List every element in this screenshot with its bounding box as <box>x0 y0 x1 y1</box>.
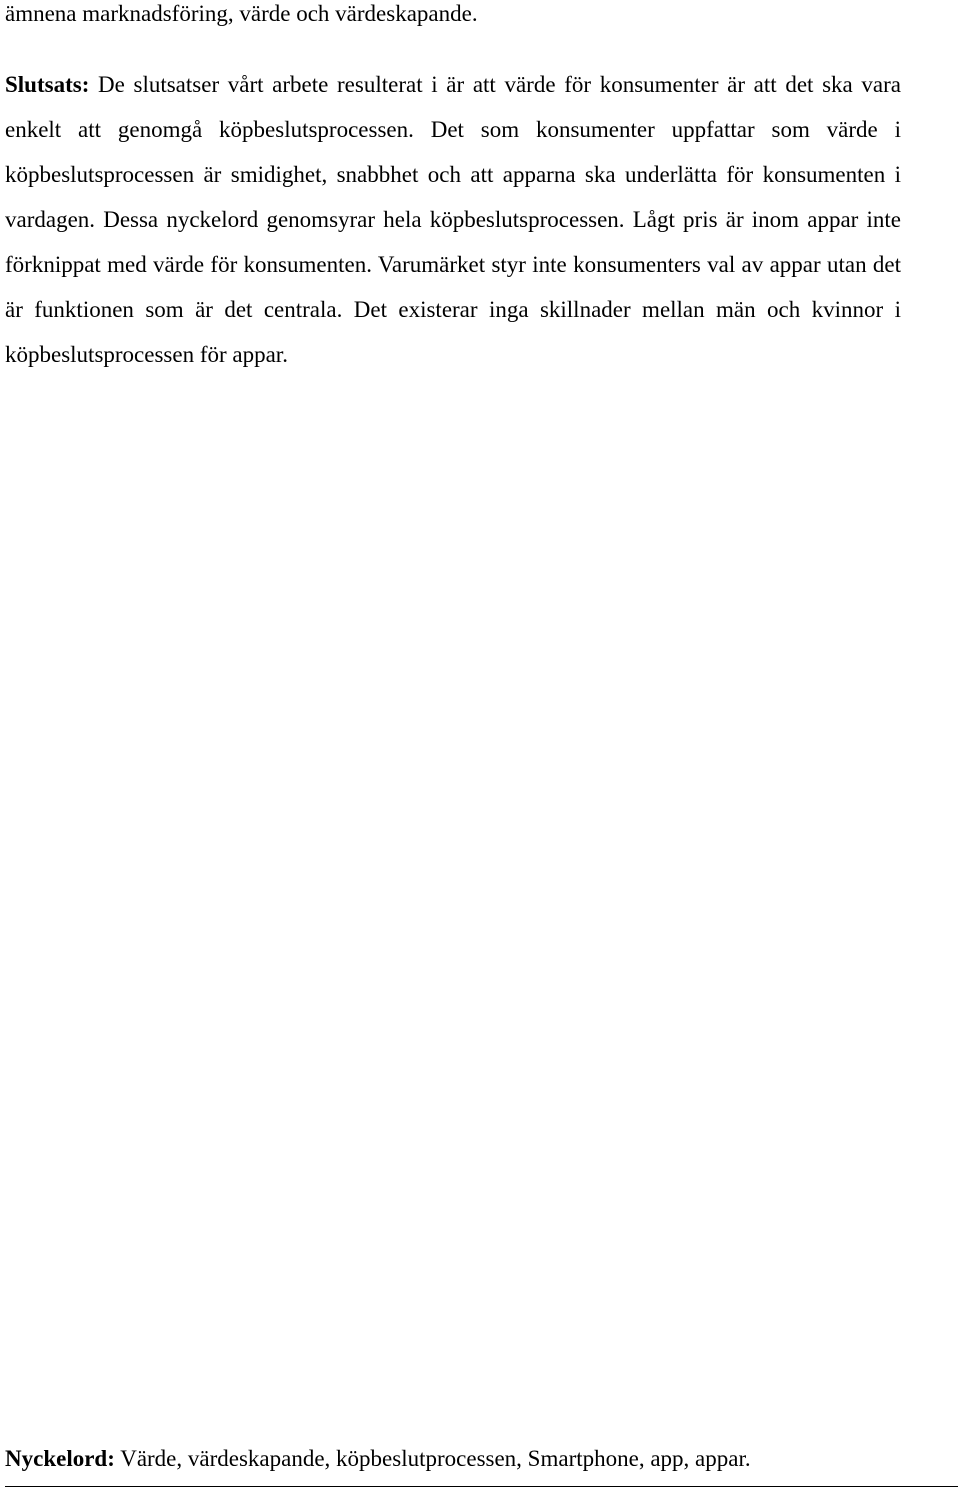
intro-text: ämnena marknadsföring, värde och värdeskapande. <box>5 1 478 26</box>
conclusion-text: De slutsatser vårt arbete resulterat i är att värde för konsumenter är att det ska vara enkelt att genomgå köpbeslutsprocessen. Det som konsumenter uppfattar som värde i köpbeslutsprocessen är smidighet, snabbhet och att apparna ska underlätta för konsumenten i vardagen. Dessa nyckelord genomsyrar hela köpbeslutsprocessen. Lågt pris är inom appar inte förknippat med värde för konsumenten. Varumärket styr inte konsumenters val av appar utan det är funktionen som är det centrala. Det existerar inga skillnader mellan män och kvinnor i köpbeslutsprocessen för appar. <box>5 72 901 367</box>
conclusion-paragraph <box>5 62 901 377</box>
keywords-line <box>5 1439 925 1479</box>
bottom-divider <box>5 1486 958 1487</box>
keywords-text: Värde, värdeskapande, köpbeslutprocessen, Smartphone, app, appar. <box>114 1446 751 1471</box>
keywords-label: Nyckelord: <box>5 1446 115 1471</box>
conclusion-label: Slutsats: <box>5 72 90 97</box>
